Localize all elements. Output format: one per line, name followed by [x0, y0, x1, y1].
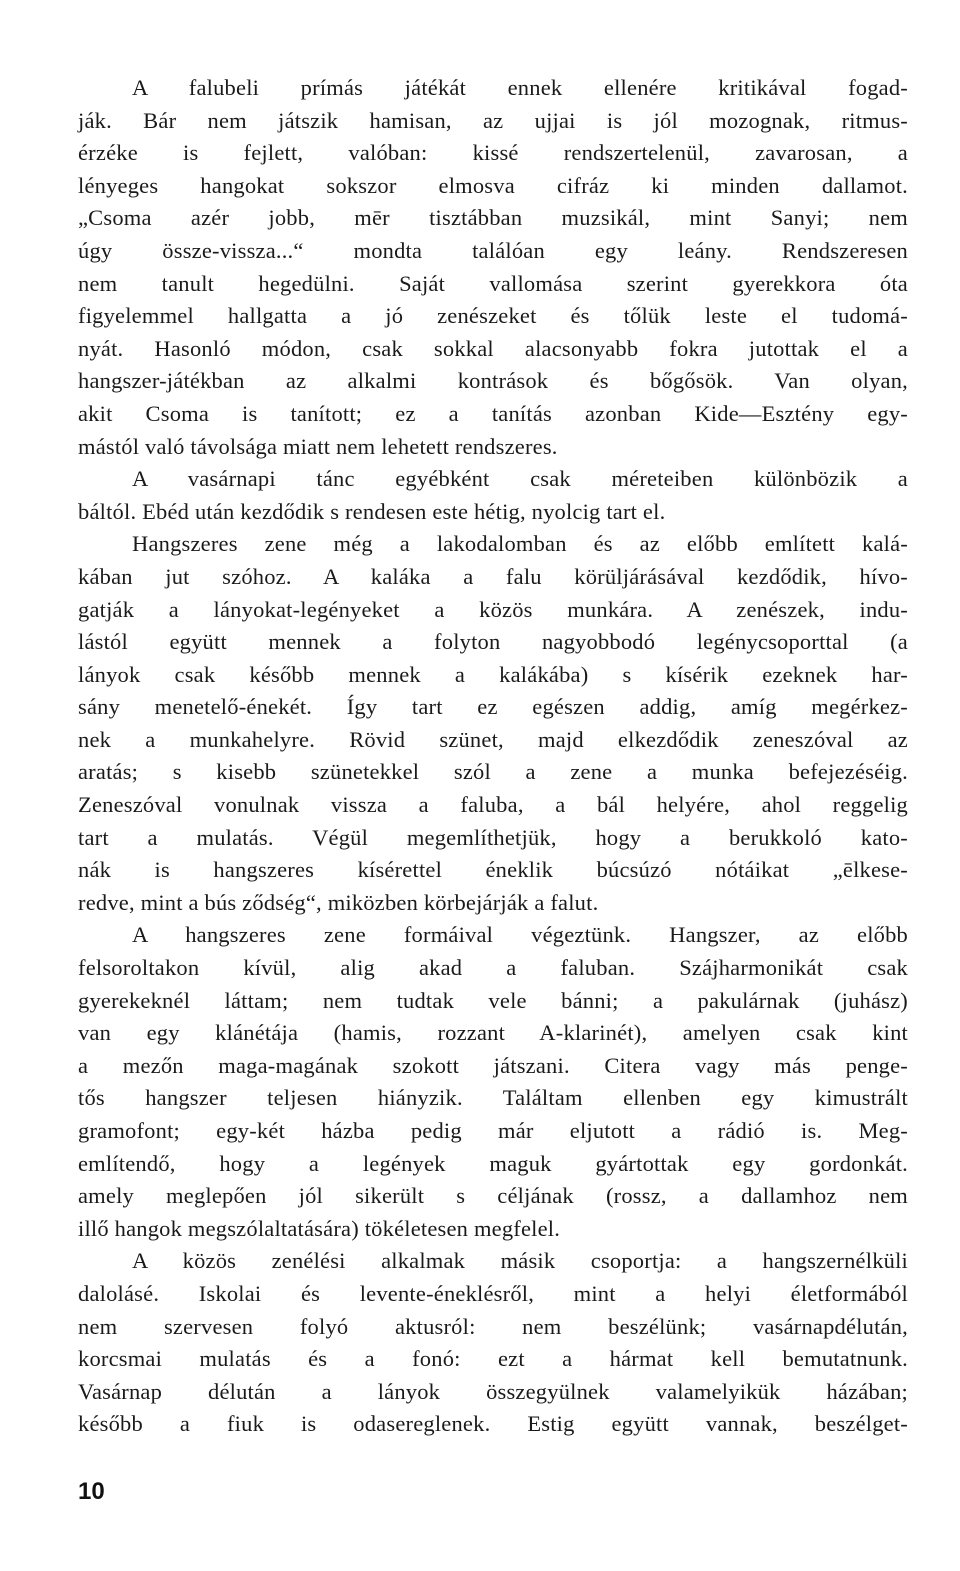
text-line: A vasárnapi tánc egyébként csak méreteiben különbözik a [132, 466, 908, 492]
text-line: báltól. Ebéd után kezdődik s rendesen este hétig, nyolcig tart el. [78, 498, 666, 524]
text-line: dalolásé. Iskolai és levente-éneklésről, mint a helyi életformából [78, 1280, 908, 1306]
text-line: van egy klánétája (hamis, rozzant A-klarinét), amelyen csak kint [78, 1020, 908, 1046]
text-line: gyerekeknél láttam; nem tudtak vele bánni; a pakulárnak (juhász) [78, 987, 908, 1013]
text-line: mástól való távolsága miatt nem lehetett rendszeres. [78, 433, 558, 459]
text-line: érzéke is fejlett, valóban: kissé rendszertelenül, zavarosan, a [78, 140, 908, 166]
text-line: gramofont; egy-két házba pedig már eljutott a rádió is. Meg- [78, 1118, 908, 1143]
text-line: lástól együtt mennek a folyton nagyobbodó legénycsoporttal (a [78, 629, 908, 655]
text-line: nák is hangszeres kísérettel éneklik búcsúzó nótáikat „ēlkese- [78, 857, 908, 883]
text-line: nek a munkahelyre. Rövid szünet, majd elkezdődik zeneszóval az [78, 726, 908, 752]
text-line: kában jut szóhoz. A kaláka a falu körüljárásával kezdődik, hívo- [78, 563, 908, 589]
text-line: akit Csoma is tanított; ez a tanítás azonban Kide—Esztény egy- [78, 400, 908, 426]
text-line: korcsmai mulatás és a fonó: ezt a hármat kell bemutatnunk. [78, 1346, 908, 1372]
text-line: nyát. Hasonló módon, csak sokkal alacsonyabb fokra jutottak el a [78, 335, 908, 361]
text-line: ják. Bár nem játszik hamisan, az ujjai is jól mozognak, ritmus- [78, 107, 908, 133]
text-line: amely meglepően jól sikerült s céljának (rossz, a dallamhoz nem [78, 1183, 908, 1209]
text-line: lányok csak később mennek a kalákába) s kísérik ezeknek har- [78, 661, 908, 687]
text-line: A falubeli prímás játékát ennek ellenére kritikával fogad- [132, 75, 908, 100]
page-number: 10 [78, 1478, 105, 1505]
text-line: Hangszeres zene még a lakodalomban és az előbb említett kalá- [132, 531, 908, 557]
text-line: Zeneszóval vonulnak vissza a faluba, a bál helyére, ahol reggelig [78, 792, 908, 818]
text-line: tős hangszer teljesen hiányzik. Találtam ellenben egy kimustrált [78, 1085, 908, 1111]
text-line: felsoroltakon kívül, alig akad a faluban. Szájharmonikát csak [78, 955, 908, 981]
text-line: sány menetelő-énekét. Így tart ez egészen addig, amíg megérkez- [78, 694, 908, 720]
text-line: redve, mint a bús ződség“, miközben körbejárják a falut. [78, 889, 599, 915]
text-line: aratás; s kisebb szünetekkel szól a zene a munka befejezéséig. [78, 759, 908, 785]
text-line: Vasárnap délután a lányok összegyülnek valamelyikük házában; [78, 1378, 908, 1404]
text-line: figyelemmel hallgatta a jó zenészeket és tőlük leste el tudomá- [78, 303, 908, 329]
text-line: A hangszeres zene formáival végeztünk. Hangszer, az előbb [132, 922, 908, 948]
text-line: később a fiuk is odasereglenek. Estig együtt vannak, beszélget- [78, 1411, 908, 1437]
text-line: „Csoma azér jobb, mēr tisztábban muzsikál, mint Sanyi; nem [78, 205, 908, 231]
text-line: hangszer-játékban az alkalmi kontrások és bőgősök. Van olyan, [78, 368, 908, 394]
text-line: említendő, hogy a legények maguk gyártottak egy gordonkát. [78, 1150, 908, 1176]
text-line: gatják a lányokat-legényeket a közös munkára. A zenészek, indu- [78, 596, 908, 622]
text-line: nem szervesen folyó aktusról: nem beszélünk; vasárnapdélután, [78, 1313, 908, 1339]
text-line: illő hangok megszólaltatására) tökéletesen megfelel. [78, 1215, 561, 1241]
text-line: a mezőn maga-magának szokott játszani. Citera vagy más penge- [78, 1052, 908, 1078]
text-line: úgy össze-vissza...“ mondta találóan egy leány. Rendszeresen [78, 237, 908, 263]
text-line: lényeges hangokat sokszor elmosva cifráz ki minden dallamot. [78, 172, 908, 198]
text-line: A közös zenélési alkalmak másik csoportja: a hangszernélküli [132, 1248, 908, 1274]
text-line: tart a mulatás. Végül megemlíthetjük, hogy a berukkoló kato- [78, 824, 908, 850]
text-line: nem tanult hegedülni. Saját vallomása szerint gyerekkora óta [78, 270, 908, 296]
body-text [78, 72, 908, 1441]
